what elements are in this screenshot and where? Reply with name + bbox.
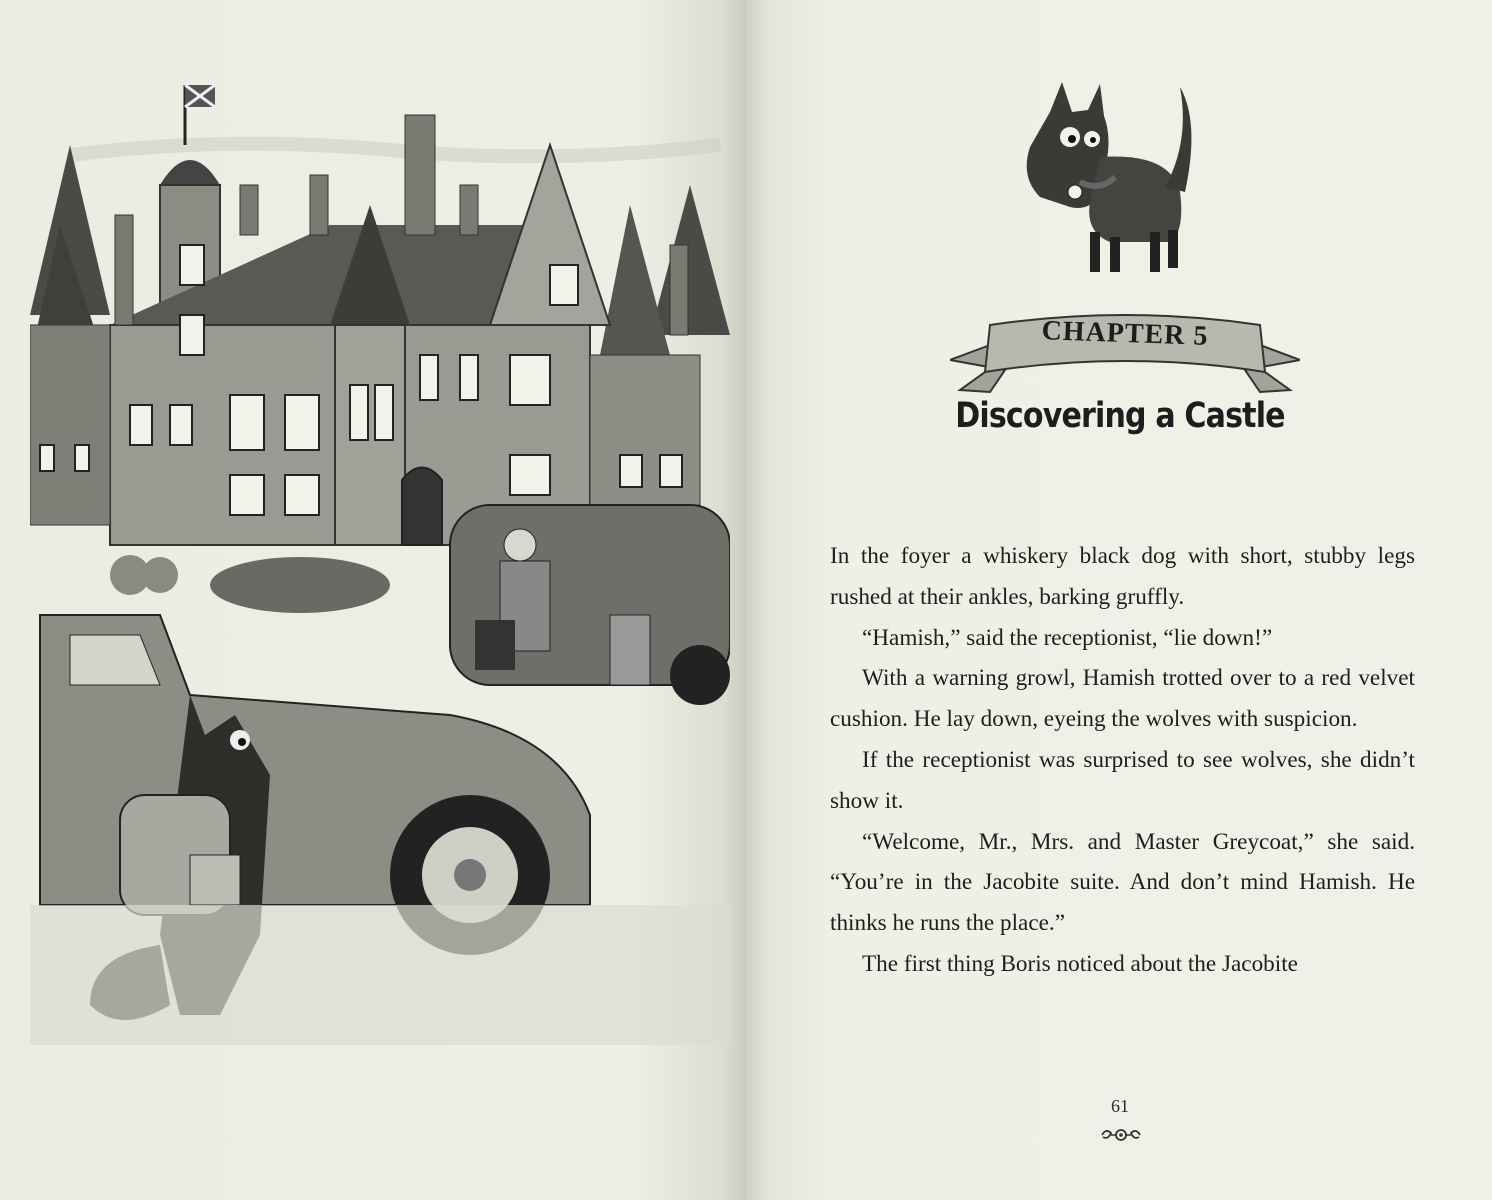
paragraph-2: “Hamish,” said the receptionist, “lie down!” xyxy=(862,624,1273,651)
castle-scene-illustration xyxy=(30,75,730,1045)
chapter-title: Discovering a Castle xyxy=(955,396,1285,436)
flourish-ornament-icon xyxy=(1098,1124,1144,1146)
paragraph-4: If the receptionist was surprised to see wolves, she didn’t show it. xyxy=(830,746,1415,814)
scottish-terrier-icon xyxy=(1000,82,1210,287)
page-number: 61 xyxy=(1111,1096,1129,1116)
paragraph-3: With a warning growl, Hamish trotted over to a red velvet cushion. He lay down, eyeing the wolves with suspicion. xyxy=(830,665,1415,733)
paragraph-5: “Welcome, Mr., Mrs. and Master Greycoat,” she said. “You’re in the Jacobite suite. And don’t mind Hamish. He thinks he runs the place.” xyxy=(830,828,1415,937)
body-text xyxy=(830,536,1415,985)
chapter-label: CHAPTER 5 xyxy=(1041,315,1209,352)
paragraph-1: In the foyer a whiskery black dog with short, stubby legs rushed at their ankles, barking gruffly. xyxy=(830,543,1415,610)
paragraph-6: The first thing Boris noticed about the Jacobite xyxy=(862,950,1298,977)
